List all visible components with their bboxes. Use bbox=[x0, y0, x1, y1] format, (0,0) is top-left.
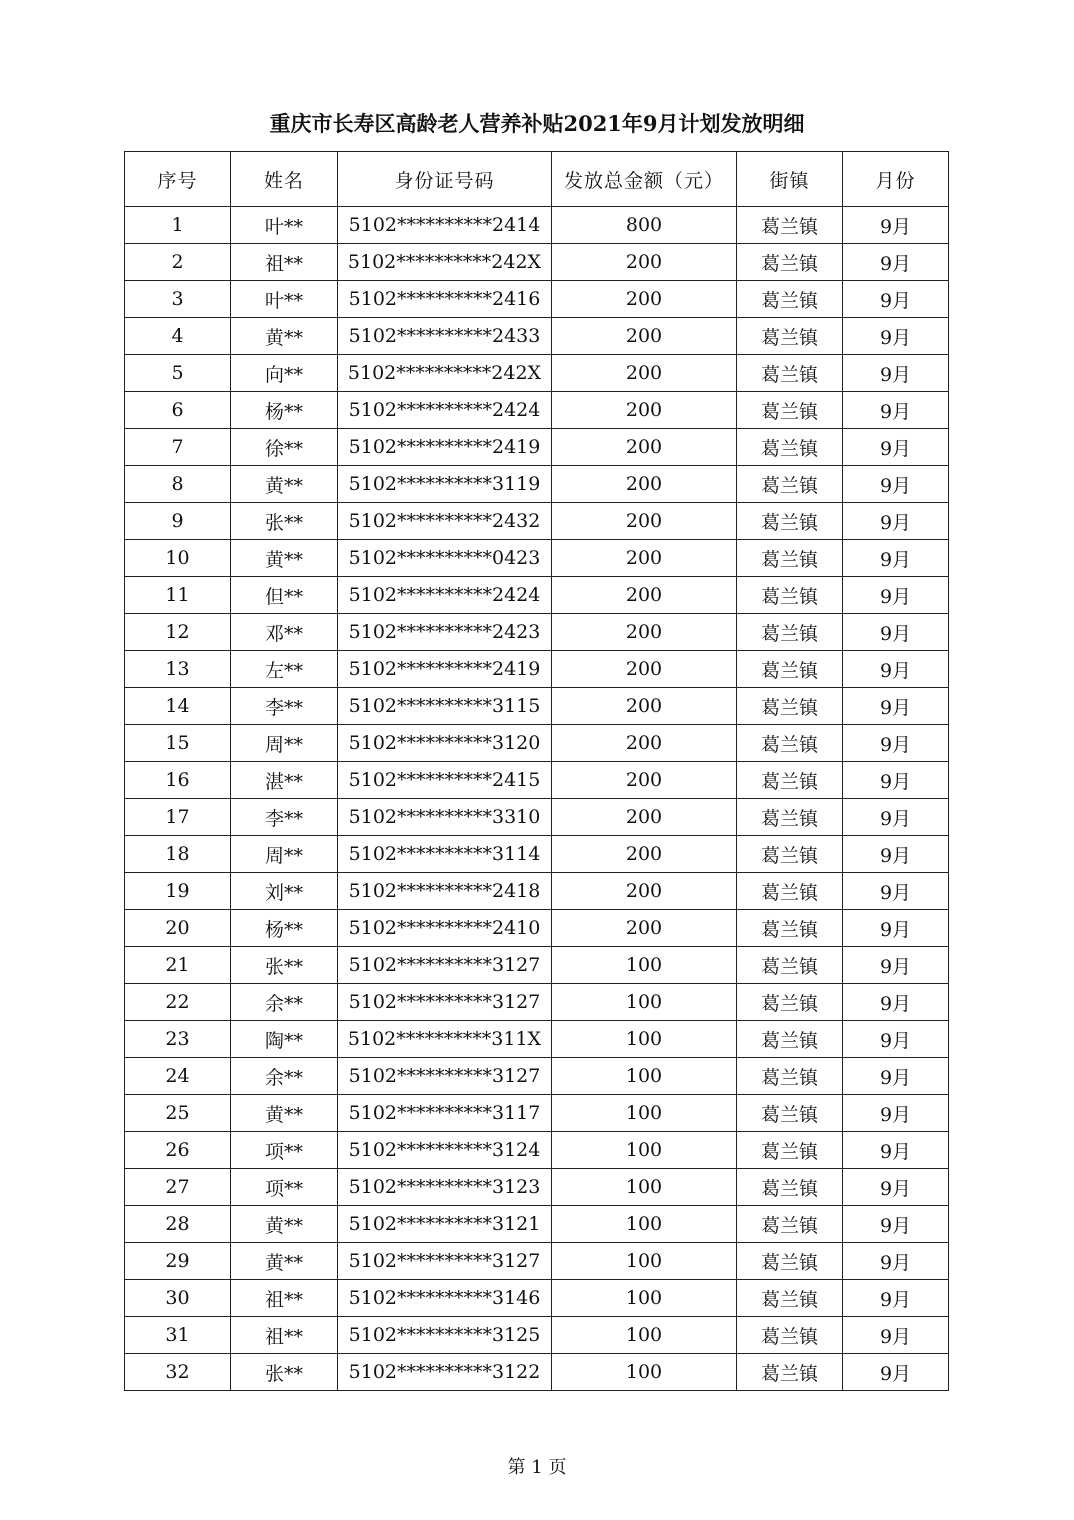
cell-id-number: 5102**********3115 bbox=[338, 688, 552, 725]
cell-name: 叶** bbox=[231, 207, 338, 244]
cell-name: 张** bbox=[231, 947, 338, 984]
table-row bbox=[125, 1132, 949, 1169]
cell-id-number: 5102**********2423 bbox=[338, 614, 552, 651]
cell-name: 张** bbox=[231, 503, 338, 540]
cell-month: 9月 bbox=[843, 836, 949, 873]
cell-seq: 1 bbox=[125, 207, 231, 244]
cell-amount: 200 bbox=[552, 836, 737, 873]
cell-seq: 29 bbox=[125, 1243, 231, 1280]
cell-name: 李** bbox=[231, 799, 338, 836]
cell-amount: 100 bbox=[552, 984, 737, 1021]
table-row bbox=[125, 1317, 949, 1354]
table-row bbox=[125, 725, 949, 762]
table-row bbox=[125, 540, 949, 577]
cell-amount: 200 bbox=[552, 688, 737, 725]
cell-amount: 100 bbox=[552, 1206, 737, 1243]
cell-town: 葛兰镇 bbox=[737, 836, 843, 873]
table-body bbox=[125, 207, 949, 1391]
cell-month: 9月 bbox=[843, 1354, 949, 1391]
cell-seq: 16 bbox=[125, 762, 231, 799]
cell-town: 葛兰镇 bbox=[737, 207, 843, 244]
cell-amount: 200 bbox=[552, 577, 737, 614]
cell-amount: 200 bbox=[552, 614, 737, 651]
table-row bbox=[125, 577, 949, 614]
cell-town: 葛兰镇 bbox=[737, 1058, 843, 1095]
cell-month: 9月 bbox=[843, 355, 949, 392]
cell-seq: 7 bbox=[125, 429, 231, 466]
cell-town: 葛兰镇 bbox=[737, 984, 843, 1021]
cell-id-number: 5102**********3117 bbox=[338, 1095, 552, 1132]
cell-amount: 200 bbox=[552, 466, 737, 503]
cell-town: 葛兰镇 bbox=[737, 318, 843, 355]
cell-amount: 100 bbox=[552, 1280, 737, 1317]
cell-town: 葛兰镇 bbox=[737, 1354, 843, 1391]
cell-amount: 100 bbox=[552, 1243, 737, 1280]
cell-name: 李** bbox=[231, 688, 338, 725]
cell-seq: 31 bbox=[125, 1317, 231, 1354]
cell-name: 项** bbox=[231, 1132, 338, 1169]
cell-id-number: 5102**********3114 bbox=[338, 836, 552, 873]
cell-town: 葛兰镇 bbox=[737, 577, 843, 614]
table-row bbox=[125, 429, 949, 466]
cell-town: 葛兰镇 bbox=[737, 688, 843, 725]
cell-amount: 200 bbox=[552, 651, 737, 688]
table-row bbox=[125, 1058, 949, 1095]
cell-month: 9月 bbox=[843, 947, 949, 984]
cell-amount: 100 bbox=[552, 1354, 737, 1391]
cell-month: 9月 bbox=[843, 873, 949, 910]
cell-seq: 9 bbox=[125, 503, 231, 540]
cell-id-number: 5102**********3119 bbox=[338, 466, 552, 503]
cell-name: 余** bbox=[231, 1058, 338, 1095]
cell-id-number: 5102**********242X bbox=[338, 355, 552, 392]
cell-name: 周** bbox=[231, 725, 338, 762]
cell-id-number: 5102**********3125 bbox=[338, 1317, 552, 1354]
cell-seq: 10 bbox=[125, 540, 231, 577]
cell-month: 9月 bbox=[843, 725, 949, 762]
table-row bbox=[125, 1021, 949, 1058]
cell-amount: 100 bbox=[552, 1317, 737, 1354]
cell-seq: 25 bbox=[125, 1095, 231, 1132]
cell-seq: 19 bbox=[125, 873, 231, 910]
cell-id-number: 5102**********3120 bbox=[338, 725, 552, 762]
cell-name: 向** bbox=[231, 355, 338, 392]
cell-id-number: 5102**********3146 bbox=[338, 1280, 552, 1317]
table-row bbox=[125, 762, 949, 799]
cell-amount: 200 bbox=[552, 725, 737, 762]
cell-id-number: 5102**********2419 bbox=[338, 651, 552, 688]
cell-id-number: 5102**********242X bbox=[338, 244, 552, 281]
cell-name: 祖** bbox=[231, 1280, 338, 1317]
cell-town: 葛兰镇 bbox=[737, 799, 843, 836]
cell-month: 9月 bbox=[843, 651, 949, 688]
table-row bbox=[125, 799, 949, 836]
cell-town: 葛兰镇 bbox=[737, 614, 843, 651]
cell-id-number: 5102**********2419 bbox=[338, 429, 552, 466]
cell-id-number: 5102**********0423 bbox=[338, 540, 552, 577]
cell-name: 但** bbox=[231, 577, 338, 614]
cell-month: 9月 bbox=[843, 1058, 949, 1095]
cell-month: 9月 bbox=[843, 429, 949, 466]
cell-month: 9月 bbox=[843, 244, 949, 281]
cell-month: 9月 bbox=[843, 466, 949, 503]
cell-town: 葛兰镇 bbox=[737, 1243, 843, 1280]
cell-seq: 17 bbox=[125, 799, 231, 836]
cell-month: 9月 bbox=[843, 392, 949, 429]
cell-month: 9月 bbox=[843, 577, 949, 614]
cell-seq: 26 bbox=[125, 1132, 231, 1169]
cell-name: 黄** bbox=[231, 540, 338, 577]
cell-month: 9月 bbox=[843, 688, 949, 725]
cell-id-number: 5102**********3121 bbox=[338, 1206, 552, 1243]
cell-name: 杨** bbox=[231, 910, 338, 947]
table-row bbox=[125, 1206, 949, 1243]
cell-name: 项** bbox=[231, 1169, 338, 1206]
cell-amount: 200 bbox=[552, 873, 737, 910]
cell-town: 葛兰镇 bbox=[737, 244, 843, 281]
cell-amount: 200 bbox=[552, 281, 737, 318]
cell-amount: 200 bbox=[552, 762, 737, 799]
cell-id-number: 5102**********2415 bbox=[338, 762, 552, 799]
cell-month: 9月 bbox=[843, 762, 949, 799]
table-row bbox=[125, 1169, 949, 1206]
table-row bbox=[125, 207, 949, 244]
cell-month: 9月 bbox=[843, 281, 949, 318]
cell-amount: 200 bbox=[552, 540, 737, 577]
cell-id-number: 5102**********2424 bbox=[338, 392, 552, 429]
cell-month: 9月 bbox=[843, 1243, 949, 1280]
cell-id-number: 5102**********3127 bbox=[338, 1058, 552, 1095]
cell-name: 黄** bbox=[231, 466, 338, 503]
cell-seq: 21 bbox=[125, 947, 231, 984]
cell-name: 祖** bbox=[231, 244, 338, 281]
cell-month: 9月 bbox=[843, 1280, 949, 1317]
cell-id-number: 5102**********2433 bbox=[338, 318, 552, 355]
table-row bbox=[125, 503, 949, 540]
cell-seq: 3 bbox=[125, 281, 231, 318]
cell-seq: 23 bbox=[125, 1021, 231, 1058]
cell-amount: 200 bbox=[552, 503, 737, 540]
cell-amount: 100 bbox=[552, 1169, 737, 1206]
cell-amount: 200 bbox=[552, 799, 737, 836]
cell-seq: 5 bbox=[125, 355, 231, 392]
cell-name: 刘** bbox=[231, 873, 338, 910]
cell-seq: 13 bbox=[125, 651, 231, 688]
cell-month: 9月 bbox=[843, 1169, 949, 1206]
table-row bbox=[125, 1243, 949, 1280]
cell-town: 葛兰镇 bbox=[737, 1206, 843, 1243]
cell-month: 9月 bbox=[843, 540, 949, 577]
cell-name: 黄** bbox=[231, 1095, 338, 1132]
cell-seq: 24 bbox=[125, 1058, 231, 1095]
cell-name: 祖** bbox=[231, 1317, 338, 1354]
subsidy-table bbox=[124, 151, 949, 1391]
table-row bbox=[125, 466, 949, 503]
cell-town: 葛兰镇 bbox=[737, 1280, 843, 1317]
table-row bbox=[125, 1354, 949, 1391]
cell-id-number: 5102**********3127 bbox=[338, 984, 552, 1021]
cell-town: 葛兰镇 bbox=[737, 910, 843, 947]
table-row bbox=[125, 392, 949, 429]
cell-town: 葛兰镇 bbox=[737, 355, 843, 392]
cell-name: 邓** bbox=[231, 614, 338, 651]
table-header-row bbox=[125, 152, 949, 207]
cell-name: 黄** bbox=[231, 318, 338, 355]
cell-seq: 20 bbox=[125, 910, 231, 947]
cell-name: 左** bbox=[231, 651, 338, 688]
table-row bbox=[125, 947, 949, 984]
cell-amount: 200 bbox=[552, 910, 737, 947]
cell-town: 葛兰镇 bbox=[737, 1169, 843, 1206]
table-row bbox=[125, 836, 949, 873]
cell-town: 葛兰镇 bbox=[737, 540, 843, 577]
cell-seq: 28 bbox=[125, 1206, 231, 1243]
cell-town: 葛兰镇 bbox=[737, 429, 843, 466]
table-row bbox=[125, 281, 949, 318]
cell-amount: 800 bbox=[552, 207, 737, 244]
cell-town: 葛兰镇 bbox=[737, 392, 843, 429]
cell-town: 葛兰镇 bbox=[737, 725, 843, 762]
cell-seq: 30 bbox=[125, 1280, 231, 1317]
cell-id-number: 5102**********3127 bbox=[338, 947, 552, 984]
cell-town: 葛兰镇 bbox=[737, 1095, 843, 1132]
cell-amount: 100 bbox=[552, 1132, 737, 1169]
cell-name: 张** bbox=[231, 1354, 338, 1391]
table-row bbox=[125, 1095, 949, 1132]
cell-id-number: 5102**********2432 bbox=[338, 503, 552, 540]
cell-amount: 200 bbox=[552, 355, 737, 392]
cell-seq: 8 bbox=[125, 466, 231, 503]
cell-town: 葛兰镇 bbox=[737, 873, 843, 910]
cell-id-number: 5102**********2414 bbox=[338, 207, 552, 244]
cell-name: 叶** bbox=[231, 281, 338, 318]
cell-id-number: 5102**********3122 bbox=[338, 1354, 552, 1391]
table-row bbox=[125, 651, 949, 688]
header-id-number: 身份证号码 bbox=[338, 152, 552, 207]
cell-id-number: 5102**********3124 bbox=[338, 1132, 552, 1169]
table-row bbox=[125, 910, 949, 947]
cell-amount: 200 bbox=[552, 429, 737, 466]
cell-month: 9月 bbox=[843, 910, 949, 947]
cell-id-number: 5102**********2418 bbox=[338, 873, 552, 910]
page-title: 重庆市长寿区高龄老人营养补贴2021年9月计划发放明细 bbox=[269, 111, 805, 136]
cell-seq: 12 bbox=[125, 614, 231, 651]
cell-name: 黄** bbox=[231, 1206, 338, 1243]
cell-seq: 15 bbox=[125, 725, 231, 762]
cell-seq: 4 bbox=[125, 318, 231, 355]
cell-town: 葛兰镇 bbox=[737, 466, 843, 503]
cell-month: 9月 bbox=[843, 318, 949, 355]
table-row bbox=[125, 355, 949, 392]
cell-id-number: 5102**********311X bbox=[338, 1021, 552, 1058]
cell-id-number: 5102**********3310 bbox=[338, 799, 552, 836]
cell-name: 陶** bbox=[231, 1021, 338, 1058]
cell-seq: 14 bbox=[125, 688, 231, 725]
cell-amount: 200 bbox=[552, 244, 737, 281]
cell-month: 9月 bbox=[843, 1317, 949, 1354]
cell-month: 9月 bbox=[843, 207, 949, 244]
header-amount: 发放总金额（元） bbox=[552, 152, 737, 207]
cell-month: 9月 bbox=[843, 1021, 949, 1058]
cell-month: 9月 bbox=[843, 503, 949, 540]
cell-month: 9月 bbox=[843, 1132, 949, 1169]
page-number: 第 1 页 bbox=[507, 1457, 567, 1478]
header-name: 姓名 bbox=[231, 152, 338, 207]
cell-id-number: 5102**********2416 bbox=[338, 281, 552, 318]
cell-name: 湛** bbox=[231, 762, 338, 799]
cell-seq: 6 bbox=[125, 392, 231, 429]
cell-seq: 18 bbox=[125, 836, 231, 873]
header-month: 月份 bbox=[843, 152, 949, 207]
cell-name: 黄** bbox=[231, 1243, 338, 1280]
cell-amount: 100 bbox=[552, 1058, 737, 1095]
cell-amount: 100 bbox=[552, 947, 737, 984]
cell-town: 葛兰镇 bbox=[737, 1021, 843, 1058]
table-row bbox=[125, 1280, 949, 1317]
cell-seq: 2 bbox=[125, 244, 231, 281]
cell-name: 徐** bbox=[231, 429, 338, 466]
cell-amount: 200 bbox=[552, 318, 737, 355]
table-row bbox=[125, 873, 949, 910]
cell-name: 余** bbox=[231, 984, 338, 1021]
cell-month: 9月 bbox=[843, 1095, 949, 1132]
cell-seq: 27 bbox=[125, 1169, 231, 1206]
table-row bbox=[125, 614, 949, 651]
table-row bbox=[125, 688, 949, 725]
cell-amount: 100 bbox=[552, 1021, 737, 1058]
cell-id-number: 5102**********3127 bbox=[338, 1243, 552, 1280]
cell-town: 葛兰镇 bbox=[737, 503, 843, 540]
cell-amount: 100 bbox=[552, 1095, 737, 1132]
cell-month: 9月 bbox=[843, 614, 949, 651]
cell-name: 杨** bbox=[231, 392, 338, 429]
table-row bbox=[125, 244, 949, 281]
cell-town: 葛兰镇 bbox=[737, 1132, 843, 1169]
cell-town: 葛兰镇 bbox=[737, 947, 843, 984]
cell-seq: 11 bbox=[125, 577, 231, 614]
cell-id-number: 5102**********2410 bbox=[338, 910, 552, 947]
cell-town: 葛兰镇 bbox=[737, 651, 843, 688]
cell-town: 葛兰镇 bbox=[737, 1317, 843, 1354]
cell-month: 9月 bbox=[843, 799, 949, 836]
cell-seq: 32 bbox=[125, 1354, 231, 1391]
cell-town: 葛兰镇 bbox=[737, 762, 843, 799]
cell-town: 葛兰镇 bbox=[737, 281, 843, 318]
table-row bbox=[125, 318, 949, 355]
cell-seq: 22 bbox=[125, 984, 231, 1021]
header-seq: 序号 bbox=[125, 152, 231, 207]
header-town: 街镇 bbox=[737, 152, 843, 207]
cell-id-number: 5102**********2424 bbox=[338, 577, 552, 614]
cell-month: 9月 bbox=[843, 984, 949, 1021]
cell-amount: 200 bbox=[552, 392, 737, 429]
cell-id-number: 5102**********3123 bbox=[338, 1169, 552, 1206]
table-row bbox=[125, 984, 949, 1021]
cell-month: 9月 bbox=[843, 1206, 949, 1243]
cell-name: 周** bbox=[231, 836, 338, 873]
